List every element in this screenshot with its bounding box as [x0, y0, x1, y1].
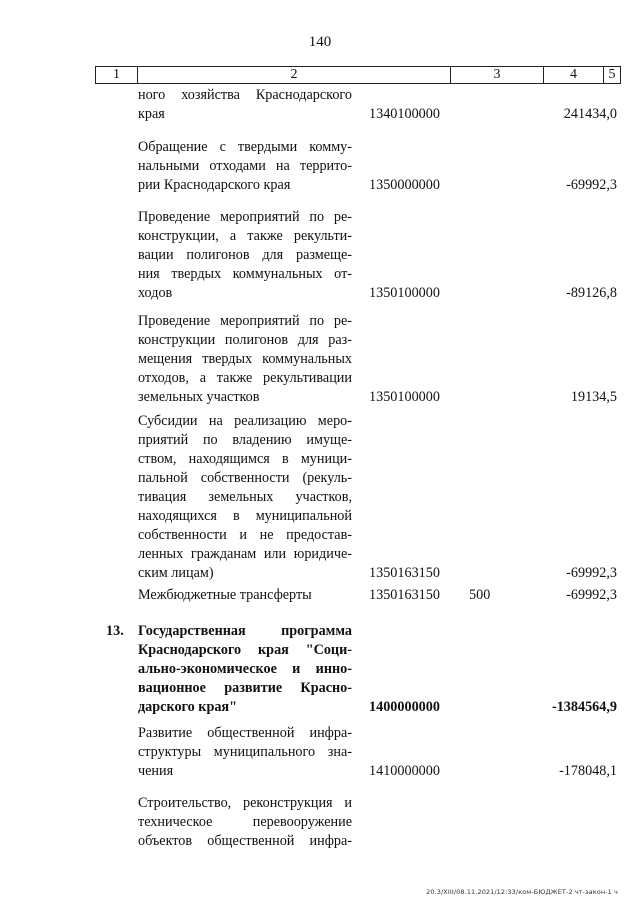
row-description: [138, 312, 352, 407]
row-code: 1350100000: [369, 389, 440, 405]
row-code: 1340100000: [369, 106, 440, 122]
description-line: ния твердых коммунальных от-: [138, 266, 352, 282]
row-number: 13.: [106, 623, 124, 639]
description-line: находящихся в муниципальной: [138, 508, 352, 524]
description-line: края: [138, 106, 165, 122]
row-amount: -69992,3: [566, 177, 617, 193]
row-description: [138, 412, 352, 583]
description-line: мещения твердых коммунальных: [138, 351, 352, 367]
header-col-4: 4: [544, 67, 604, 83]
description-line: ходов: [138, 285, 173, 301]
description-line: пальной собственности (рекуль-: [138, 470, 352, 486]
description-line: дарского края": [138, 699, 237, 715]
row-code: 1400000000: [369, 699, 440, 715]
header-col-5: 5: [608, 67, 616, 82]
description-line: ного хозяйства Краснодарского: [138, 87, 352, 103]
row-amount: 19134,5: [570, 389, 617, 405]
row-code: 1350163150: [369, 587, 440, 603]
description-line: собственности и не предостав-: [138, 527, 352, 543]
row-description: [138, 794, 352, 851]
description-line: Краснодарского края "Соци-: [138, 642, 352, 658]
description-line: тивация земельных участков,: [138, 489, 352, 505]
description-line: приятий по владению имуще-: [138, 432, 352, 448]
description-line: объектов общественной инфра-: [138, 833, 352, 849]
page-number: 140: [308, 34, 332, 50]
row-amount: -1384564,9: [551, 699, 617, 715]
description-line: Государственная программа: [138, 623, 352, 639]
footer-stamp: 20.3/XIII/08.11.2021/12:33/ком-БЮДЖЕТ-2 чт-закон-1 ч: [426, 888, 618, 896]
description-line: ством, находящимся в муници-: [138, 451, 352, 467]
row-description: [138, 724, 352, 781]
row-amount: -178048,1: [559, 763, 617, 779]
description-line: ским лицам): [138, 565, 214, 581]
row-amount: -89126,8: [566, 285, 617, 301]
description-line: ленных гражданам или юридиче-: [138, 546, 352, 562]
row-code: 1350100000: [369, 285, 440, 301]
description-line: конструкции полигонов для раз-: [138, 332, 352, 348]
table-header: [95, 66, 621, 84]
row-code: 1350163150: [369, 565, 440, 581]
description-line: Проведение мероприятий по ре-: [138, 313, 352, 329]
description-line: земельных участков: [138, 389, 260, 405]
header-col-2: 2: [138, 67, 451, 83]
description-line: чения: [138, 763, 174, 779]
row-expense-type: 500: [469, 587, 491, 603]
description-line: Строительство, реконструкция и: [138, 795, 352, 811]
row-amount: -69992,3: [566, 565, 617, 581]
description-line: отходов, а также рекультивации: [138, 370, 352, 386]
description-line: вации полигонов для размеще-: [138, 247, 352, 263]
row-amount: -69992,3: [566, 587, 617, 603]
description-line: конструкции, а также рекульти-: [138, 228, 352, 244]
row-description: [138, 586, 352, 605]
row-description: [138, 208, 352, 303]
description-line: техническое перевооружение: [138, 814, 352, 830]
row-amount: 241434,0: [563, 106, 617, 122]
row-code: 1410000000: [369, 763, 440, 779]
description-line: Обращение с твердыми комму-: [138, 139, 352, 155]
description-line: ально-экономическое и инно-: [138, 661, 352, 677]
description-line: вационное развитие Красно-: [138, 680, 352, 696]
row-code: 1350000000: [369, 177, 440, 193]
description-line: структуры муниципального зна-: [138, 744, 352, 760]
description-line: Развитие общественной инфра-: [138, 725, 352, 741]
header-col-1: 1: [96, 67, 138, 83]
row-description: [138, 86, 352, 124]
header-col-3: 3: [451, 67, 544, 83]
description-line: Проведение мероприятий по ре-: [138, 209, 352, 225]
description-line: Субсидии на реализацию меро-: [138, 413, 352, 429]
description-line: нальными отходами на террито-: [138, 158, 352, 174]
description-line: рии Краснодарского края: [138, 177, 291, 193]
row-description: [138, 622, 352, 717]
row-description: [138, 138, 352, 195]
description-line: Межбюджетные трансферты: [138, 587, 312, 603]
